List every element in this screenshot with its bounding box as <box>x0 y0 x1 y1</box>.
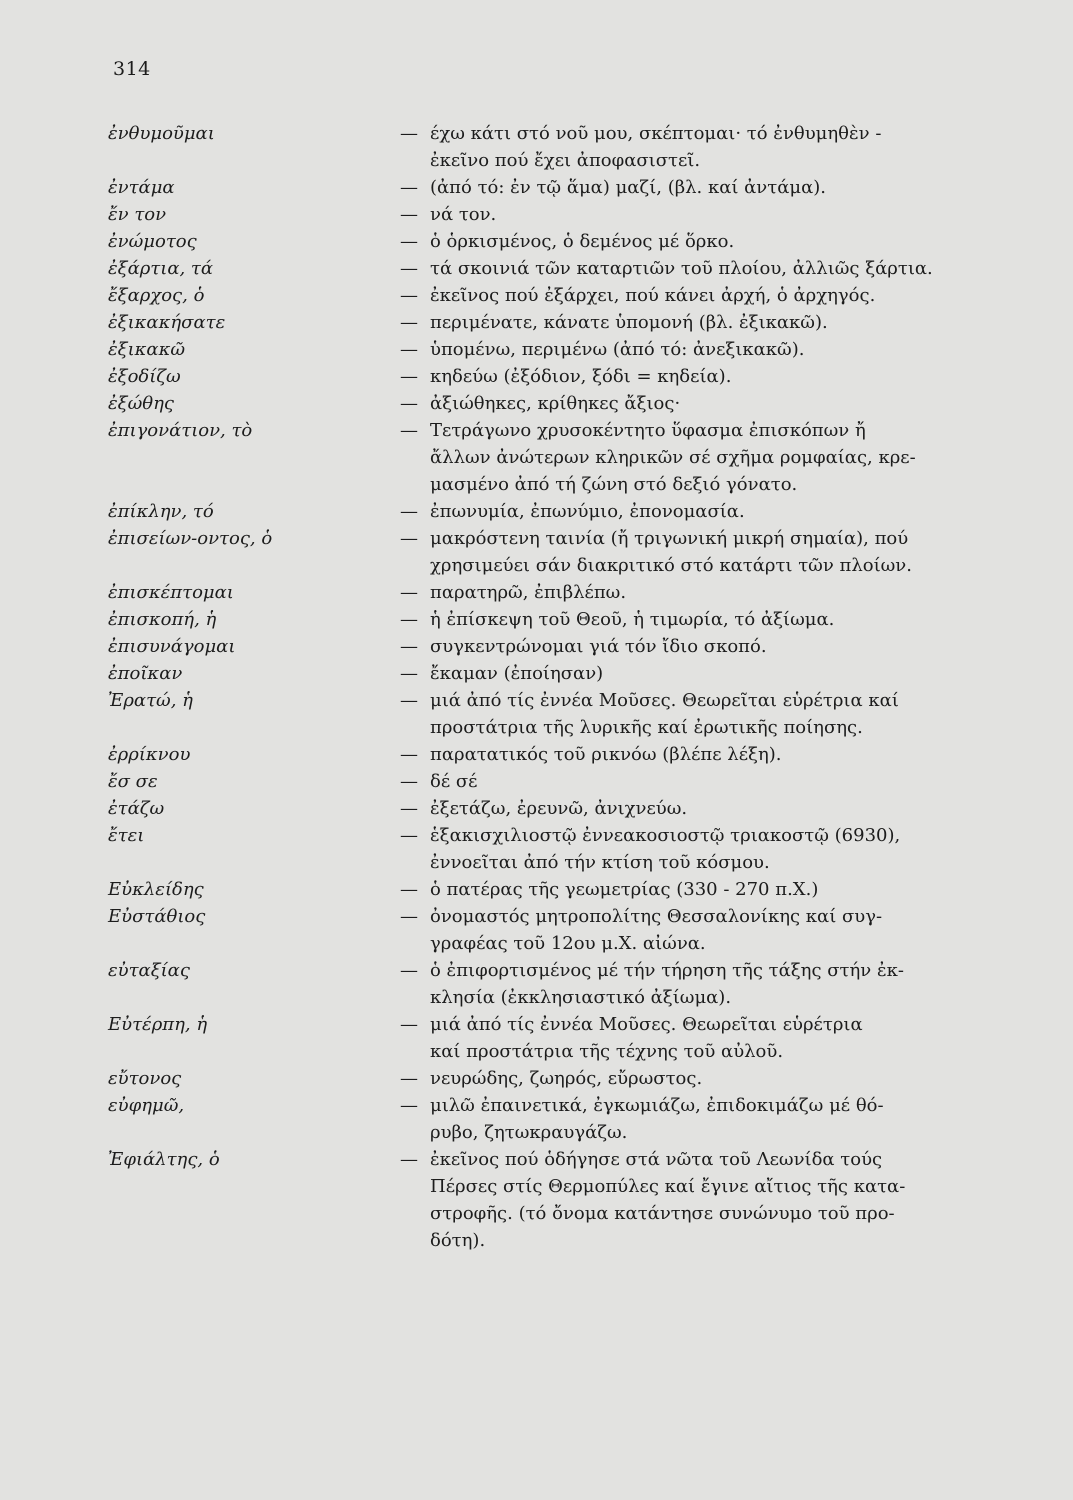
glossary-entry <box>108 579 978 606</box>
entry-term: ἐπίκλην, τό <box>108 501 214 522</box>
entry-term: Ἐρατώ, ἡ <box>108 690 193 711</box>
definition-line <box>400 147 978 174</box>
dash-separator: — <box>400 879 418 900</box>
definition-line <box>400 903 978 930</box>
dash-separator: — <box>400 609 418 630</box>
definition-line <box>400 930 978 957</box>
entry-term: Ἐφιάλτης, ὁ <box>108 1149 220 1170</box>
entry-definition <box>400 255 978 282</box>
definition-line <box>400 1011 978 1038</box>
glossary-entry <box>108 1065 978 1092</box>
dash-separator: — <box>400 825 418 846</box>
entry-term: Εὐτέρπη, ἡ <box>108 1014 208 1035</box>
entry-definition <box>400 957 978 1011</box>
entry-term: ἐντάμα <box>108 177 175 198</box>
definition-line <box>400 876 978 903</box>
definition-line <box>400 660 978 687</box>
entry-definition <box>400 363 978 390</box>
definition-line <box>400 1200 978 1227</box>
definition-line <box>400 1227 978 1254</box>
dash-separator: — <box>400 231 418 252</box>
entry-term: ἐπισκέπτομαι <box>108 582 234 603</box>
dash-separator: — <box>400 123 418 144</box>
definition-line <box>400 714 978 741</box>
definition-line <box>400 1065 978 1092</box>
definition-line <box>400 201 978 228</box>
definition-line <box>400 1038 978 1065</box>
glossary-entry <box>108 120 978 174</box>
entry-term: ἐξικακῶ <box>108 339 186 360</box>
dash-separator: — <box>400 528 418 549</box>
definition-line <box>400 1092 978 1119</box>
glossary-entry <box>108 363 978 390</box>
definition-text: Τετράγωνο χρυσοκέντητο ὕφασμα ἐπισκόπων ἤ <box>430 420 866 441</box>
entry-definition <box>400 660 978 687</box>
entry-definition <box>400 1065 978 1092</box>
definition-line <box>400 363 978 390</box>
entry-term: Εὐστάθιος <box>108 906 206 927</box>
entry-definition <box>400 687 978 741</box>
definition-line <box>400 1146 978 1173</box>
glossary-entry <box>108 309 978 336</box>
dash-separator: — <box>400 636 418 657</box>
entry-term: ἐνώμοτος <box>108 231 197 252</box>
definition-text: δότη). <box>430 1230 486 1251</box>
entry-definition <box>400 120 978 174</box>
glossary-entry <box>108 1146 978 1254</box>
definition-line <box>400 741 978 768</box>
definition-text: έχω κάτι στό νοῦ μου, σκέπτομαι· τό ἐνθυμηθὲν - <box>430 123 882 144</box>
definition-text: μιλῶ ἐπαινετικά, ἐγκωμιάζω, ἐπιδοκιμάζω μέ θό- <box>430 1095 884 1116</box>
entry-definition <box>400 795 978 822</box>
dash-separator: — <box>400 663 418 684</box>
glossary-entry <box>108 282 978 309</box>
dash-separator: — <box>400 501 418 522</box>
dash-separator: — <box>400 906 418 927</box>
definition-text: κλησία (ἐκκλησιαστικό ἀξίωμα). <box>430 987 732 1008</box>
definition-line <box>400 1119 978 1146</box>
definition-text: ἐννοεῖται ἀπό τήν κτίση τοῦ κόσμου. <box>430 852 770 873</box>
entry-term: ἐπισείων-οντος, ὁ <box>108 528 273 549</box>
glossary-entry <box>108 660 978 687</box>
dash-separator: — <box>400 1095 418 1116</box>
entry-term: ἐνθυμοῦμαι <box>108 123 215 144</box>
entry-term: ἐτάζω <box>108 798 165 819</box>
definition-text: δέ σέ <box>430 771 478 792</box>
definition-text: τά σκοινιά τῶν καταρτιῶν τοῦ πλοίου, ἀλλιῶς ξάρτια. <box>430 258 933 279</box>
dash-separator: — <box>400 312 418 333</box>
definition-line <box>400 120 978 147</box>
definition-line <box>400 1173 978 1200</box>
glossary-entry <box>108 228 978 255</box>
definition-text: ὁ ὁρκισμένος, ὁ δεμένος μέ ὅρκο. <box>430 231 735 252</box>
entry-term: εὐφημῶ, <box>108 1095 185 1116</box>
dash-separator: — <box>400 366 418 387</box>
definition-text: ἐκεῖνος πού ὁδήγησε στά νῶτα τοῦ Λεωνίδα τούς <box>430 1149 883 1170</box>
definition-line <box>400 417 978 444</box>
definition-text: ρυβο, ζητωκραυγάζω. <box>430 1122 628 1143</box>
glossary-list <box>108 120 978 1254</box>
glossary-entry <box>108 525 978 579</box>
entry-definition <box>400 1146 978 1254</box>
definition-text: ἑξακισχιλιοστῷ ἐννεακοσιοστῷ τριακοστῷ (6930), <box>430 825 901 846</box>
glossary-entry <box>108 606 978 633</box>
definition-text: κηδεύω (ἐξόδιον, ξόδι = κηδεία). <box>430 366 732 387</box>
glossary-entry <box>108 741 978 768</box>
entry-definition <box>400 417 978 498</box>
glossary-entry <box>108 255 978 282</box>
entry-term: ἔσ σε <box>108 771 158 792</box>
entry-term: ἐρρίκνου <box>108 744 191 765</box>
page-number: 314 <box>113 58 151 80</box>
definition-line <box>400 984 978 1011</box>
glossary-entry <box>108 768 978 795</box>
definition-text: ὑπομένω, περιμένω (ἀπό τό: ἀνεξικακῶ). <box>430 339 805 360</box>
glossary-entry <box>108 1011 978 1065</box>
glossary-entry <box>108 687 978 741</box>
definition-text: ἡ ἐπίσκεψη τοῦ Θεοῦ, ἡ τιμωρία, τό ἀξίωμα. <box>430 609 835 630</box>
entry-term: ἐπισυνάγομαι <box>108 636 236 657</box>
entry-definition <box>400 606 978 633</box>
glossary-entry <box>108 876 978 903</box>
definition-line <box>400 795 978 822</box>
entry-definition <box>400 822 978 876</box>
definition-line <box>400 282 978 309</box>
entry-term: ἐποῖκαν <box>108 663 183 684</box>
entry-definition <box>400 633 978 660</box>
definition-text: ἐξετάζω, ἐρευνῶ, ἀνιχνεύω. <box>430 798 688 819</box>
definition-text: ἐκεῖνο πού ἔχει ἀποφασιστεῖ. <box>430 150 701 171</box>
entry-term: ἐπιγονάτιον, τὸ <box>108 420 253 441</box>
dash-separator: — <box>400 420 418 441</box>
definition-text: συγκεντρώνομαι γιά τόν ἴδιο σκοπό. <box>430 636 767 657</box>
entry-definition <box>400 282 978 309</box>
entry-term: ἔξαρχος, ὁ <box>108 285 205 306</box>
definition-text: προστάτρια τῆς λυρικῆς καί ἐρωτικῆς ποίησης. <box>430 717 863 738</box>
dash-separator: — <box>400 393 418 414</box>
dash-separator: — <box>400 204 418 225</box>
entry-definition <box>400 390 978 417</box>
definition-text: Πέρσες στίς Θερμοπύλες καί ἔγινε αἴτιος τῆς κατα- <box>430 1176 906 1197</box>
dash-separator: — <box>400 798 418 819</box>
definition-text: ὁ ἐπιφορτισμένος μέ τήν τήρηση τῆς τάξης στήν ἐκ- <box>430 960 904 981</box>
glossary-entry <box>108 336 978 363</box>
dash-separator: — <box>400 1149 418 1170</box>
definition-text: καί προστάτρια τῆς τέχνης τοῦ αὐλοῦ. <box>430 1041 784 1062</box>
definition-text: περιμένατε, κάνατε ὑπομονή (βλ. ἐξικακῶ). <box>430 312 828 333</box>
entry-definition <box>400 579 978 606</box>
entry-term: ἔτει <box>108 825 145 846</box>
definition-text: ἄλλων ἀνώτερων κληρικῶν σέ σχῆμα ρομφαίας, κρε- <box>430 447 916 468</box>
entry-definition <box>400 201 978 228</box>
dash-separator: — <box>400 339 418 360</box>
definition-text: ὀνομαστός μητροπολίτης Θεσσαλονίκης καί συγ- <box>430 906 883 927</box>
definition-line <box>400 525 978 552</box>
glossary-entry <box>108 795 978 822</box>
definition-line <box>400 390 978 417</box>
definition-line <box>400 633 978 660</box>
entry-definition <box>400 498 978 525</box>
entry-term: ἐξώθης <box>108 393 174 414</box>
definition-text: ἔκαμαν (ἐποίησαν) <box>430 663 604 684</box>
definition-line <box>400 606 978 633</box>
entry-definition <box>400 768 978 795</box>
entry-definition <box>400 336 978 363</box>
entry-term: ἐξάρτια, τά <box>108 258 214 279</box>
definition-text: μασμένο ἀπό τή ζώνη στό δεξιό γόνατο. <box>430 474 798 495</box>
definition-text: παρατηρῶ, ἐπιβλέπω. <box>430 582 627 603</box>
glossary-entry <box>108 1092 978 1146</box>
dash-separator: — <box>400 258 418 279</box>
definition-text: μιά ἀπό τίς ἐννέα Μοῦσες. Θεωρεῖται εὑρέτρια <box>430 1014 863 1035</box>
entry-definition <box>400 876 978 903</box>
glossary-entry <box>108 390 978 417</box>
glossary-entry <box>108 201 978 228</box>
definition-text: χρησιμεύει σάν διακριτικό στό κατάρτι τῶν πλοίων. <box>430 555 912 576</box>
definition-text: στροφῆς. (τό ὄνομα κατάντησε συνώνυμο τοῦ προ- <box>430 1203 895 1224</box>
dash-separator: — <box>400 582 418 603</box>
entry-term: Εὐκλείδης <box>108 879 204 900</box>
entry-definition <box>400 741 978 768</box>
definition-line <box>400 957 978 984</box>
definition-text: ἐκεῖνος πού ἐξάρχει, πού κάνει ἀρχή, ὁ ἀρχηγός. <box>430 285 876 306</box>
glossary-entry <box>108 957 978 1011</box>
entry-definition <box>400 309 978 336</box>
dash-separator: — <box>400 285 418 306</box>
entry-definition <box>400 903 978 957</box>
definition-line <box>400 471 978 498</box>
dash-separator: — <box>400 744 418 765</box>
entry-definition <box>400 525 978 579</box>
definition-line <box>400 768 978 795</box>
dash-separator: — <box>400 1014 418 1035</box>
dash-separator: — <box>400 690 418 711</box>
glossary-entry <box>108 633 978 660</box>
definition-line <box>400 822 978 849</box>
entry-term: εὔτονος <box>108 1068 182 1089</box>
glossary-entry <box>108 498 978 525</box>
definition-text: νά τον. <box>430 204 497 225</box>
definition-text: ὁ πατέρας τῆς γεωμετρίας (330 - 270 π.Χ.) <box>430 879 819 900</box>
definition-line <box>400 498 978 525</box>
definition-line <box>400 444 978 471</box>
definition-line <box>400 849 978 876</box>
definition-text: παρατατικός τοῦ ρικνόω (βλέπε λέξη). <box>430 744 782 765</box>
entry-definition <box>400 174 978 201</box>
definition-text: ἐπωνυμία, ἐπωνύμιο, ἐπονομασία. <box>430 501 745 522</box>
definition-text: γραφέας τοῦ 12ου μ.Χ. αἰώνα. <box>430 933 706 954</box>
dash-separator: — <box>400 771 418 792</box>
dash-separator: — <box>400 1068 418 1089</box>
entry-term: ἔν τον <box>108 204 167 225</box>
entry-definition <box>400 1011 978 1065</box>
dash-separator: — <box>400 960 418 981</box>
definition-line <box>400 309 978 336</box>
definition-line <box>400 336 978 363</box>
entry-definition <box>400 228 978 255</box>
entry-term: ἐξικακήσατε <box>108 312 226 333</box>
definition-line <box>400 228 978 255</box>
definition-line <box>400 579 978 606</box>
definition-text: μιά ἀπό τίς ἐννέα Μοῦσες. Θεωρεῖται εὑρέτρια καί <box>430 690 899 711</box>
definition-text: μακρόστενη ταινία (ἤ τριγωνική μικρή σημαία), πού <box>430 528 909 549</box>
glossary-entry <box>108 417 978 498</box>
entry-definition <box>400 1092 978 1146</box>
entry-term: εὐταξίας <box>108 960 190 981</box>
definition-line <box>400 687 978 714</box>
definition-line <box>400 174 978 201</box>
glossary-entry <box>108 174 978 201</box>
glossary-entry <box>108 903 978 957</box>
glossary-entry <box>108 822 978 876</box>
definition-line <box>400 255 978 282</box>
definition-text: ἀξιώθηκες, κρίθηκες ἄξιος· <box>430 393 681 414</box>
dash-separator: — <box>400 177 418 198</box>
definition-text: (ἀπό τό: ἐν τῷ ἅμα) μαζί, (βλ. καί ἀντάμα). <box>430 177 826 198</box>
entry-term: ἐπισκοπή, ἡ <box>108 609 217 630</box>
definition-text: νευρώδης, ζωηρός, εὔρωστος. <box>430 1068 703 1089</box>
entry-term: ἐξοδίζω <box>108 366 181 387</box>
definition-line <box>400 552 978 579</box>
